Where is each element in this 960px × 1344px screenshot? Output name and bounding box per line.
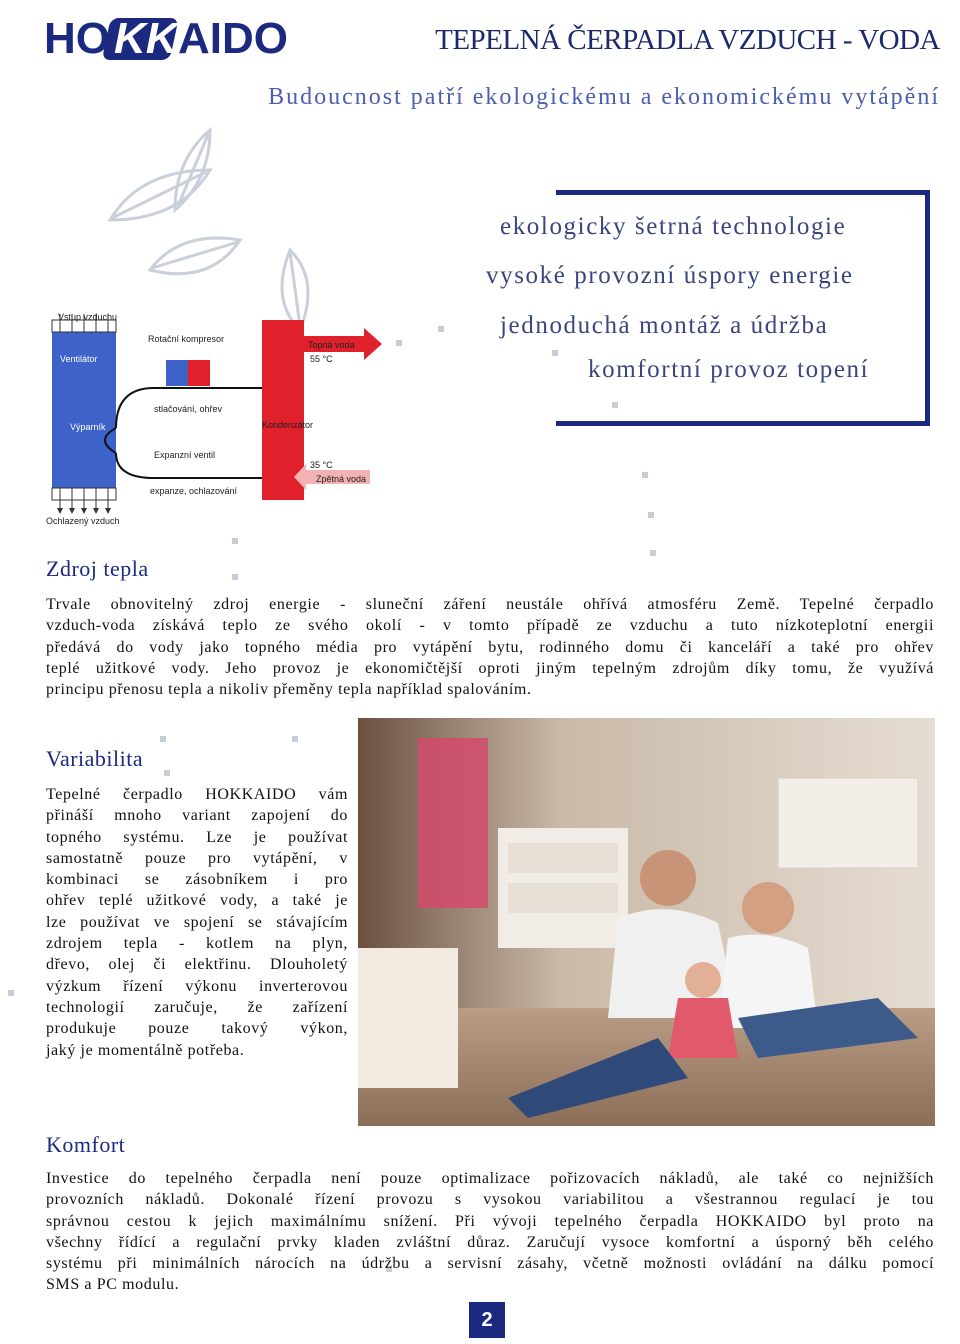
diagram-label: Expanzní ventil [154,450,216,460]
decorative-dot [552,350,558,356]
text-line: kombinaci se zásobníkem i pro [46,871,348,889]
section-body-variability [46,784,348,1061]
section-body-source [46,594,934,700]
decorative-dot [160,736,166,742]
section-title-source: Zdroj tepla [46,556,149,581]
text-line: topného systému. Lze je používat [46,828,348,846]
diagram-label: Ventilátor [60,354,98,364]
feature-item: ekologicky šetrná technologie [500,213,847,240]
decorative-dot [648,512,654,518]
decorative-dot [8,990,14,996]
diagram-label: Ochlazený vzduch [46,516,120,526]
document-title: TEPELNÁ ČERPADLA VZDUCH - VODA [435,24,940,56]
svg-text:HO: HO [44,14,110,62]
diagram-label: Topná voda [308,340,355,350]
text-line: lze používat ve spojení se stávajícím [46,913,348,931]
text-line: technologií zaručuje, že zařízení [46,998,348,1016]
text-line: dřevo, olej či elektřinu. Dlouholetý [46,956,348,974]
diagram-label: 35 °C [310,460,333,470]
decorative-dot [232,574,238,580]
decorative-dot [164,770,170,776]
section-title-variability: Variabilita [46,746,144,771]
svg-text:KK: KK [114,14,178,62]
text-line: správnou cestou k jejich maximálnímu snížení. Při vývoji tepelného čerpadla HOKKAIDO byl proto na [46,1212,934,1230]
decorative-dot [612,402,618,408]
text-line: Investice do tepelného čerpadla není pouze optimalizace pořizovacích nákladů, ale také co nejnižších [46,1170,934,1187]
diagram-label: expanze, ochlazování [150,486,238,496]
diagram-label: Vstup vzduchu [58,312,118,322]
decorative-dot [292,736,298,742]
diagram-label: stlačování, ohřev [154,404,223,414]
decorative-dot [642,472,648,478]
decorative-dot [650,550,656,556]
text-line: systému při minimálních nárocích na údržbu a servisní zásahy, včetně možnosti ovládání na dálku pomocí [46,1255,934,1273]
family-photo [358,718,935,1126]
feature-item: vysoké provozní úspory energie [486,262,854,289]
diagram-label: Rotační kompresor [148,334,225,344]
text-line: samostatně pouze pro vytápění, v [46,849,348,867]
section-title-comfort: Komfort [46,1132,126,1157]
text-line: provozních nákladů. Dokonalé řízení provozu s vysokou variabilitou a všestrannou regulací je tou [46,1191,934,1209]
decorative-dot [232,538,238,544]
text-line: všechny řídící a regulační prvky kladen zvláštní důraz. Zaručují vysoce komfortní a úsporný běh celého [46,1233,934,1251]
diagram-label: Zpětná voda [316,474,367,484]
tagline: Budoucnost patří ekologickému a ekonomickému vytápění [268,84,940,110]
text-line: SMS a PC modulu. [46,1276,180,1294]
text-line: Tepelné čerpadlo HOKKAIDO vám [46,786,348,803]
diagram-label: 55 °C [310,354,333,364]
decorative-dot [438,326,444,332]
feature-item: komfortní provoz topení [588,356,870,383]
decorative-dot [396,340,402,346]
text-line: principu přenosu tepla a nikoliv přeměny tepla například spalováním. [46,681,532,699]
text-line: produkuje pouze takový výkon, [46,1020,348,1038]
feature-item: jednoduchá montáž a údržba [500,312,829,339]
text-line: jaký je momentálně potřeba. [46,1041,245,1059]
text-line: Trvale obnovitelný zdroj energie - sluneční záření neustále ohřívá atmosféru Země. Tepelné čerpadlo [46,596,934,613]
hokkaido-logo [44,12,344,62]
text-line: vzduch-voda získává teplo ze svého okolí - v tomto případě ze vzduchu a tuto nízkoteplotní energii [46,617,934,635]
text-line: teplé užitkové vody. Jeho provoz je ekonomičtější oproti jiným tepelným zdrojům díky tomu, že využívá [46,659,934,677]
text-line: přináší mnoho variant zapojení do [46,807,348,825]
section-body-comfort [46,1168,934,1296]
heat-pump-diagram [44,308,394,530]
leaf-decoration-icon [100,100,360,340]
text-line: předává do vody jako topného média pro vytápění bytu, rodinného domu či kanceláří a také pro ohřev [46,638,934,656]
text-line: zdrojem tepla - kotlem na plyn, [46,935,348,953]
page-number: 2 [469,1302,505,1338]
diagram-label: Kondenzátor [262,420,314,430]
text-line: výzkum řízení výkonu inverterovou [46,977,348,995]
diagram-label: Výparník [70,422,106,432]
text-line: ohřev teplé užitkové vody, a také je [46,892,348,910]
svg-text:AIDO: AIDO [178,14,288,62]
